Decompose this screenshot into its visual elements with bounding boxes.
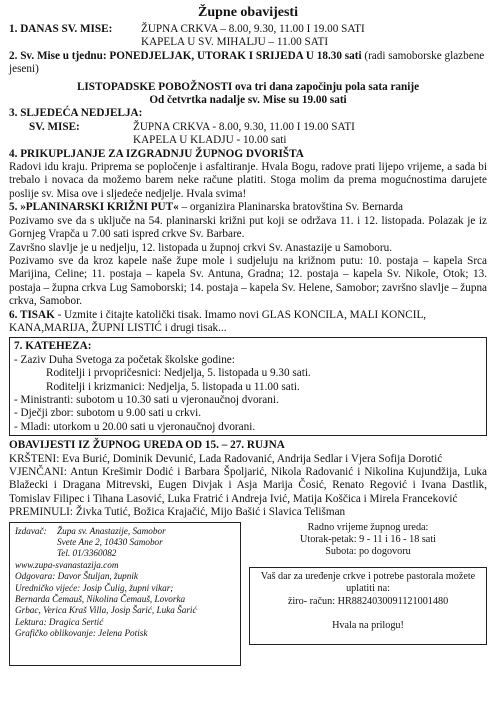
tisak-heading: 6. TISAK bbox=[9, 308, 55, 321]
kateheza-line: Roditelji i prvopričesnici: Nedjelja, 5. listopada u 9.30 sati. bbox=[46, 367, 311, 380]
izdavac-label: Izdavač: bbox=[15, 525, 47, 536]
section-prikupljanje bbox=[9, 148, 487, 202]
odgovara: Odgovara: Davor Štuljan, župnik bbox=[15, 571, 138, 582]
hvala-text: Hvala na prilogu! bbox=[332, 620, 404, 632]
section-zupni-ured bbox=[9, 439, 487, 519]
bulletin-page bbox=[9, 0, 487, 666]
danas-mise-label: 1. DANAS SV. MISE: bbox=[9, 23, 113, 35]
listopadske-poboznosti: LISTOPADSKE POBOŽNOSTI ova tri dana započinju pola sata ranije bbox=[76, 80, 420, 93]
sljedeca-mise-line1: ŽUPNA CRKVA - 8.00, 9.30, 11.00 I 19.00 SATI bbox=[133, 120, 355, 133]
ured-heading: OBAVIJESTI IZ ŽUPNOG UREDA OD 15. – 27. RUJNA bbox=[9, 439, 285, 452]
web-link[interactable]: www.zupa-svanastazija.com bbox=[15, 559, 119, 570]
mise-tjedan-note: (radi samoborske glazbene jeseni) bbox=[9, 49, 485, 76]
preminuli-list: PREMINULI: Živka Tutić, Božica Krajačić, Mijo Bašić i Slavica Telišman bbox=[9, 506, 346, 519]
krizni-put-p3: Pozivamo sve da kroz kapele naše župe mole i sudjeluju na križnom putu: 10. postaja – kapela Srca Marijina, Celine; 11. postaja – kapela Sv. Antuna, Gradna; 12. postaja – kapela Sv. Nikole, Otok; 13. postaja – župna crkva Lug Samoborski; 14. postaja – kapela Sv. Helene, Samobor; završno slavlje – župna crkva, Samobor. bbox=[9, 254, 487, 308]
lektura: Lektura: Dragica Sertić bbox=[15, 616, 104, 627]
danas-mise-line2: KAPELA U SV. MIHALJU – 11.00 SATI bbox=[141, 36, 329, 49]
izdavac: Župa sv. Anastazije, Samobor bbox=[57, 525, 166, 536]
prikupljanje-heading: 4. PRIKUPLJANJE ZA IZGRADNJU ŽUPNOG DVORIŠTA bbox=[9, 147, 304, 160]
danas-mise-line1: ŽUPNA CRKVA – 8.00, 9.30, 11.00 I 19.00 SATI bbox=[141, 23, 365, 35]
section-krizni-put bbox=[9, 201, 487, 308]
kateheza-line: - Zaziv Duha Svetoga za početak školske godine: bbox=[14, 353, 235, 366]
page-title: Župne obavijesti bbox=[198, 5, 298, 20]
kateheza-line: - Mladi: utorkom u 20.00 sati u vjeronaučnoj dvorani. bbox=[14, 420, 256, 433]
sljedeca-nedjelja-heading: 3. SLJEDEĆA NEDJELJA: bbox=[9, 107, 143, 120]
graficko-oblikovanje: Grafičko oblikovanje: Jelena Potisk bbox=[15, 628, 148, 639]
sljedeca-mise-line2: KAPELA U KLADJU - 10.00 sati bbox=[133, 134, 287, 147]
krizni-put-organizer: – organizira Planinarska bratovština Sv. Bernarda bbox=[178, 201, 404, 214]
krizni-put-heading: 5. »PLANINARSKI KRIŽNI PUT« bbox=[9, 201, 179, 214]
mise-tjedan-heading: 2. Sv. Mise u tjednu: PONEDJELJAK, UTORAK I SRIJEDA U 18.30 sati bbox=[9, 49, 362, 62]
section-sljedeca-nedjelja bbox=[9, 107, 487, 147]
footer bbox=[9, 522, 487, 666]
radno-vrijeme-subota: Subota: po dogovoru bbox=[325, 546, 411, 558]
vjencani-list: VJENČANI: Antun Krešimir Dodić i Barbara Špoljarić, Nikola Radovanić i Nikolina Kujundžija, Luka Blažecki i Dragana Mitrevski, Eugen Divjak i Asja Marija Čosić, Renato Regović i Ivana Dastlik, Tomislav Filipec i Tihana Lasović, Luka Fratrić i Andreja Ivić, Matija Koščica i Mirela Franceković bbox=[9, 466, 487, 505]
od-cetvrtka-note: Od četvrtka nadalje sv. Mise su 19.00 sati bbox=[149, 94, 347, 107]
krizni-put-p2: Završno slavlje je u nedjelju, 12. listopada u župnoj crkvi Sv. Anastazije u Samoboru. bbox=[9, 241, 392, 254]
kateheza-line: - Ministranti: subotom u 10.30 sati u vjeronaučnoj dvorani. bbox=[14, 393, 279, 406]
krizni-put-p1: Pozivamo sve da s uključe na 54. planinarski križni put koji se održava 11. i 12. listopada. Polazak je iz Gornjeg Vrapča u 7.00 sati ispred crkve Sv. Barbare. bbox=[9, 214, 487, 241]
kateheza-line: - Dječji zbor: subotom u 9.00 sati u crkvi. bbox=[14, 407, 202, 420]
radno-vrijeme bbox=[249, 522, 487, 559]
urednicko-vijece: Bernarda Čemauš, Nikolina Čemauš, Lovorka bbox=[15, 594, 186, 605]
section-mise-u-tjednu bbox=[9, 50, 487, 108]
section-kateheza bbox=[9, 337, 487, 436]
impressum-box bbox=[9, 522, 241, 666]
donation-text: Vaš dar za uređenje crkve i potrebe pastoralа možete uplatiti na: bbox=[260, 570, 476, 595]
section-tisak bbox=[9, 309, 487, 336]
ziro-racun: žiro- račun: HR8824030091121001480 bbox=[287, 595, 449, 607]
radno-vrijeme-tjedan: Utorak-petak: 9 - 11 i 16 - 18 sati bbox=[300, 534, 436, 546]
telefon: Tel. 01/3360082 bbox=[57, 548, 117, 559]
krsteni-list: KRŠTENI: Eva Burić, Dominik Devunić, Lada Radovanić, Andrija Sedlar i Vjera Sofija Dorotić bbox=[9, 452, 443, 465]
donation-box bbox=[249, 567, 487, 645]
radno-vrijeme-title: Radno vrijeme župnog ureda: bbox=[307, 521, 429, 533]
kateheza-heading: 7. KATEHEZA: bbox=[14, 340, 92, 353]
prikupljanje-text: Radovi idu kraju. Priprema se popločenje i asfaltiranje. Hvala Bogu, radove prati lijepo vrijeme, a sada bi trebalo i novaca da možemo barem neke račune platiti. Stoga molim da prema mogućnostima darujete poslije sv. Misa ove i sljedeće nedjelje. Hvala svima! bbox=[9, 161, 487, 200]
footer-right bbox=[249, 522, 487, 666]
section-danas-mise bbox=[9, 23, 487, 50]
tisak-text: - Uzmite i čitajte katolički tisak. Imamo novi GLAS KONCILA, MALI KONCIL, KANA,MARIJA, ŽUPNI LISTIĆ i drugi tisak... bbox=[9, 308, 427, 334]
urednicko-vijece: Grbac, Verica Kraš Villa, Josip Šarić, Luka Šarić bbox=[15, 605, 197, 616]
kateheza-line: Roditelji i krizmanici: Nedjelja, 5. listopada u 11.00 sati. bbox=[46, 380, 300, 393]
adresa: Svete Ane 2, 10430 Samobor bbox=[57, 537, 163, 548]
urednicko-vijece: Uredničko vijeće: Josip Čulig, župni vikar; bbox=[15, 582, 174, 593]
sljedeca-mise-label: SV. MISE: bbox=[29, 120, 80, 133]
